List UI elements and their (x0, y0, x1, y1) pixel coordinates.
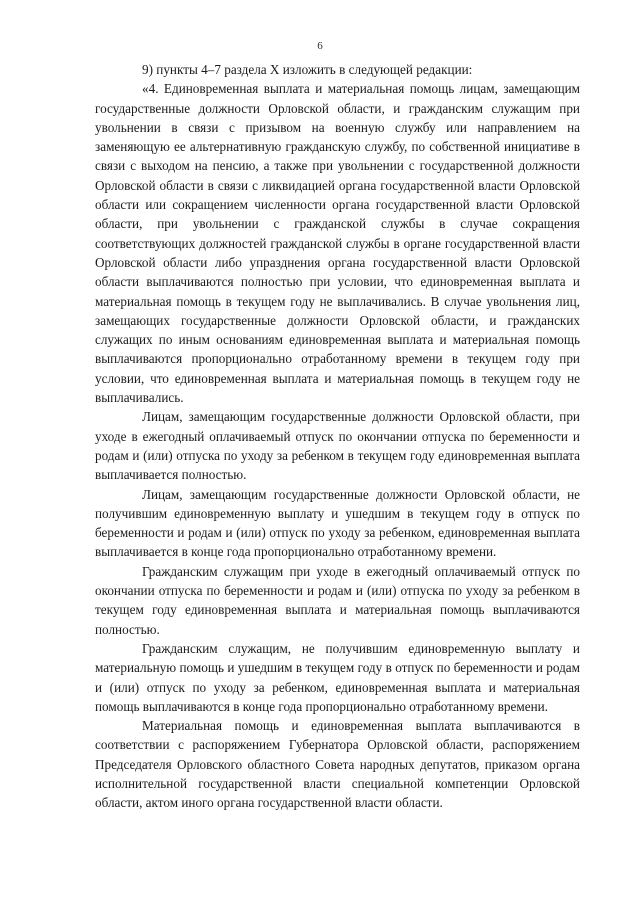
paragraph-payment-basis: Материальная помощь и единовременная выплата выплачиваются в соответствии с распоряжением Губернатора Орловской области, распоряжением Председателя Орловского областного Совета народных депутатов, приказом органа исполнительной государственной власти специальной компетенции Орловской области, актом иного органа государственной власти области. (95, 718, 580, 811)
paragraph-amendment-intro: 9) пункты 4–7 раздела X изложить в следующей редакции: (142, 62, 473, 77)
paragraph-maternity-state-positions: Лицам, замещающим государственные должности Орловской области, при уходе в ежегодный оплачиваемый отпуск по окончании отпуска по беременности и родам и (или) отпуска по уходу за ребенком в текущем году единовременная выплата выплачивается полностью. (95, 409, 580, 483)
paragraph-civil-servants-full: Гражданским служащим при уходе в ежегодный оплачиваемый отпуск по окончании отпуска по беременности и родам и (или) отпуска по уходу за ребенком в текущем году единовременная выплата и материальная помощь выплачиваются полностью. (95, 563, 580, 637)
document-body (95, 60, 580, 813)
paragraph-item-4: «4. Единовременная выплата и материальная помощь лицам, замещающим государственные должности Орловской области, и гражданским служащим при увольнении в связи с призывом на военную службу или направлением на заменяющую ее альтернативную гражданскую службу, по собственной инициативе в связи с выходом на пенсию, а также при увольнении с государственной должности Орловской области в связи с ликвидацией органа государственной власти Орловской области или сокращением численности органа государственной власти Орловской области, при увольнении с гражданской службы в случае сокращения соответствующих должностей гражданской службы в органе государственной власти Орловской области либо упразднения органа государственной власти Орловской области выплачиваются полностью при условии, что единовременная выплата и материальная помощь в текущем году не выплачивались. В случае увольнения лиц, замещающих государственные должности Орловской области, и гражданских служащих по иным основаниям единовременная выплата и материальная помощь выплачиваются пропорционально отработанному времени в текущем году при условии, что единовременная выплата и материальная помощь в текущем году не выплачивались. (95, 81, 580, 406)
paragraph-proportional-state-positions: Лицам, замещающим государственные должности Орловской области, не получившим единовременную выплату и ушедшим в текущем году в отпуск по беременности и родам и (или) отпуск по уходу за ребенком, единовременная выплата выплачивается в конце года пропорционально отработанному времени. (95, 486, 580, 560)
page-number: 6 (317, 40, 323, 52)
paragraph-civil-servants-proportional: Гражданским служащим, не получившим единовременную выплату и материальную помощь и ушедшим в текущем году в отпуск по беременности и родам и (или) отпуск по уходу за ребенком, единовременная выплата и материальная помощь выплачиваются в конце года пропорционально отработанному времени. (95, 640, 580, 714)
